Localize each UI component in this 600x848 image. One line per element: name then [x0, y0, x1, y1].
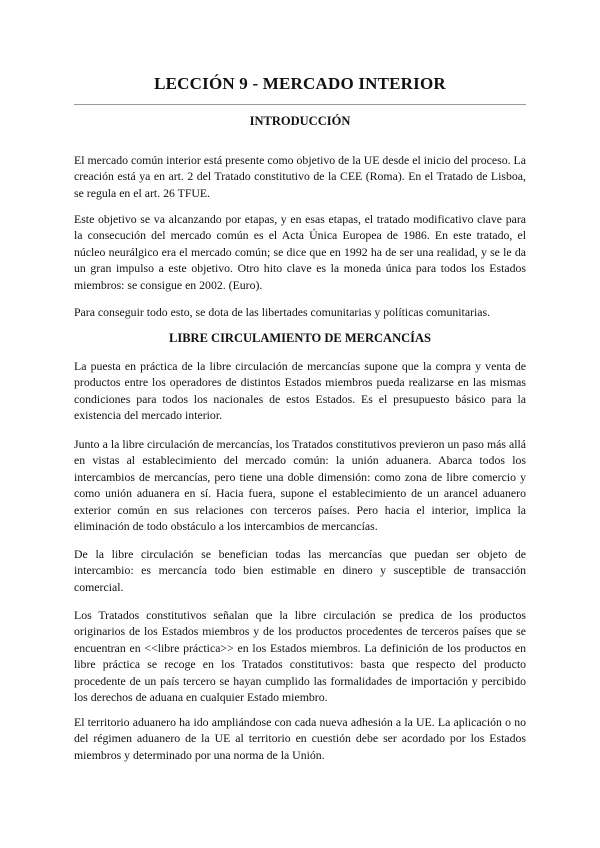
section-heading-libre-circulamiento: LIBRE CIRCULAMIENTO DE MERCANCÍAS — [169, 331, 431, 345]
paragraph: De la libre circulación se benefician todas las mercancías que puedan ser objeto de intercambio: es mercancía todo bien estimable en dinero y susceptible de transacción comercial. — [74, 547, 526, 594]
document-title: LECCIÓN 9 - MERCADO INTERIOR — [154, 74, 446, 93]
title-divider — [74, 104, 526, 105]
paragraph: La puesta en práctica de la libre circulación de mercancías supone que la compra y venta de productos entre los operadores de distintos Estados miembros pueda realizarse en las mismas condiciones para todos los nacionales de estos Estados. Es el presupuesto básico para la existencia del mercado interior. — [74, 359, 526, 423]
paragraph: Para conseguir todo esto, se dota de las libertades comunitarias y políticas comunitarias. — [74, 305, 491, 319]
paragraph: Los Tratados constitutivos señalan que la libre circulación se predica de los productos originarios de los Estados miembros y de los productos procedentes de terceros países que se encuentran en <<libre práctica>> en los Estados miembros. La definición de los productos en libre práctica se recoge en los Tratados constitutivos: basta que respecto del producto procedente de un país tercero se hayan cumplido las formalidades de importación y percibido los derechos de aduana en cualquier Estado miembro. — [74, 608, 526, 705]
paragraph: El territorio aduanero ha ido ampliándose con cada nueva adhesión a la UE. La aplicación o no del régimen aduanero de la UE al territorio en cuestión debe ser acordado por los Estados miembros y determinado por una norma de la Unión. — [74, 715, 526, 762]
paragraph: Este objetivo se va alcanzando por etapas, y en esas etapas, el tratado modificativo clave para la consecución del mercado común es el Acta Única Europea de 1986. En este tratado, el núcleo neurálgico era el mercado común; se dice que en 1992 ha de ser una realidad, y se le da un gran impulso a este objetivo. Otro hito clave es la moneda única para todos los Estados miembros: se consigue en 2002. (Euro). — [74, 212, 526, 292]
paragraph: El mercado común interior está presente como objetivo de la UE desde el inicio del proceso. La creación está ya en art. 2 del Tratado constitutivo de la CEE (Roma). En el Tratado de Lisboa, se regula en el art. 26 TFUE. — [74, 153, 526, 200]
paragraph: Junto a la libre circulación de mercancías, los Tratados constitutivos previeron un paso más allá en vistas al establecimiento del mercado común: la unión aduanera. Abarca todos los intercambios de mercancías, pero tiene una doble dimensión: como zona de libre comercio y como unión aduanera en sí. Hacia fuera, supone el establecimiento de un arancel aduanero exterior común en sus relaciones con terceros países. Pero hacia el interior, implica la eliminación de todo obstáculo a los intercambios de mercancías. — [74, 437, 526, 534]
section-heading-introduccion: INTRODUCCIÓN — [249, 114, 351, 128]
